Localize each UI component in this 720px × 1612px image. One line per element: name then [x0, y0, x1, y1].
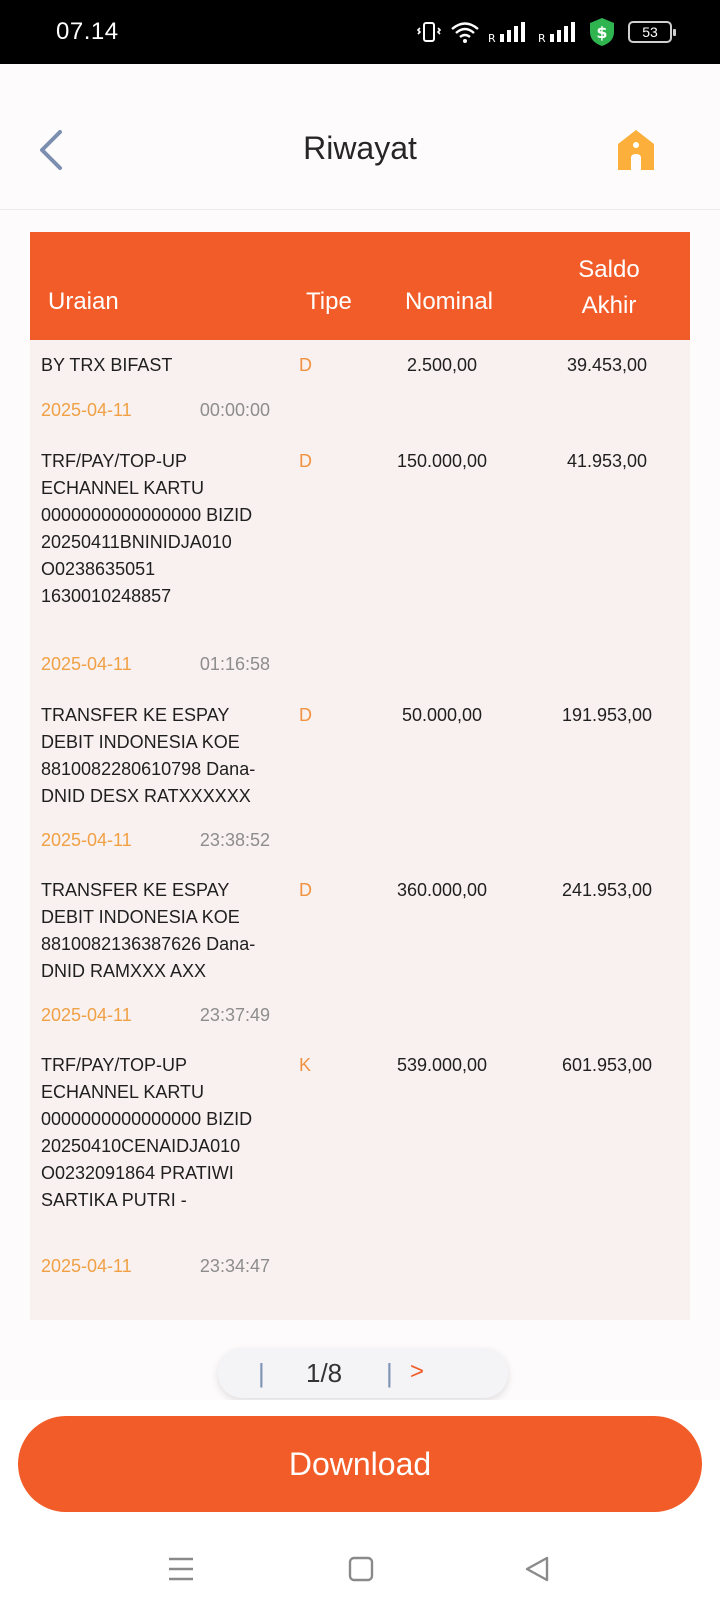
menu-icon	[166, 1554, 196, 1584]
row-saldo: 241.953,00	[561, 880, 653, 900]
column-header-nominal: Nominal	[404, 288, 494, 315]
table-row[interactable]	[30, 690, 690, 865]
triangle-back-icon	[522, 1554, 552, 1584]
home-nav-button[interactable]	[346, 1554, 376, 1589]
row-type: D	[299, 451, 312, 471]
table-row[interactable]	[30, 340, 690, 436]
row-description: TRANSFER KE ESPAY DEBIT INDONESIA KOE 8810082280610798 Dana-DNID DESX RATXXXXXX	[41, 705, 256, 806]
recent-apps-button[interactable]	[166, 1554, 196, 1589]
row-saldo: 39.453,00	[566, 355, 648, 375]
column-header-saldo-line1: Saldo	[578, 256, 640, 283]
row-description: BY TRX BIFAST	[41, 355, 173, 375]
row-date: 2025-04-11	[41, 654, 132, 674]
row-type: D	[299, 705, 312, 725]
back-nav-button[interactable]	[522, 1554, 552, 1589]
row-saldo: 41.953,00	[566, 451, 648, 471]
table-row[interactable]	[30, 865, 690, 1040]
row-saldo: 601.953,00	[561, 1055, 653, 1075]
row-saldo: 191.953,00	[561, 705, 653, 725]
row-description: TRF/PAY/TOP-UP ECHANNEL KARTU 0000000000000000 BIZID 20250410CENAIDJA010 O0232091864 PRATIWI SARTIKA PUTRI -	[41, 1055, 253, 1210]
row-time: 00:00:00	[199, 400, 270, 420]
row-nominal: 150.000,00	[396, 451, 488, 471]
column-header-uraian: Uraian	[48, 288, 119, 315]
column-header-tipe: Tipe	[306, 288, 352, 315]
row-nominal: 50.000,00	[401, 705, 483, 725]
square-icon	[346, 1554, 376, 1584]
table-row[interactable]	[30, 436, 690, 690]
pagination-prev-divider: |	[258, 1358, 265, 1388]
pagination	[218, 1348, 508, 1398]
row-date: 2025-04-11	[41, 1256, 132, 1276]
table-row[interactable]	[30, 1040, 690, 1294]
row-date: 2025-04-11	[41, 1005, 132, 1025]
wifi-icon	[450, 20, 480, 44]
home-icon	[616, 128, 656, 172]
row-description: TRANSFER KE ESPAY DEBIT INDONESIA KOE 8810082136387626 Dana-DNID RAMXXX AXX	[41, 880, 256, 981]
row-time: 23:34:47	[199, 1256, 270, 1276]
signal-icon-1	[488, 20, 530, 44]
battery-icon: 53	[628, 21, 672, 43]
row-nominal: 2.500,00	[406, 355, 478, 375]
row-date: 2025-04-11	[41, 400, 132, 420]
row-date: 2025-04-11	[41, 830, 132, 850]
signal-icon-2	[538, 20, 580, 44]
vibrate-icon	[416, 20, 442, 44]
security-shield-icon	[588, 17, 616, 47]
status-bar	[0, 0, 720, 64]
bottom-area	[0, 1400, 720, 1612]
row-type: K	[299, 1055, 312, 1075]
download-button[interactable]: Download	[18, 1416, 702, 1512]
page-indicator: 1/8	[306, 1358, 343, 1388]
svg-text:$: $	[596, 23, 608, 42]
row-nominal: 360.000,00	[396, 880, 488, 900]
row-nominal: 539.000,00	[396, 1055, 488, 1075]
row-time: 23:38:52	[199, 830, 270, 850]
row-time: 23:37:49	[199, 1005, 270, 1025]
row-time: 01:16:58	[199, 654, 270, 674]
table-header	[30, 232, 690, 340]
column-header-saldo-line2: Akhir	[581, 292, 637, 319]
column-header-saldo-akhir	[544, 252, 674, 324]
app-bar	[0, 64, 720, 210]
row-description: TRF/PAY/TOP-UP ECHANNEL KARTU 0000000000000000 BIZID 20250411BNINIDJA010 O0238635051 1630010248857	[41, 451, 253, 606]
row-type: D	[299, 355, 312, 375]
svg-text:R: R	[488, 32, 496, 44]
system-navigation-bar	[0, 1540, 720, 1612]
transaction-table	[30, 232, 690, 1320]
svg-text:R: R	[538, 32, 546, 44]
status-icons	[416, 17, 672, 47]
row-type: D	[299, 880, 312, 900]
home-button[interactable]	[616, 128, 656, 172]
next-page-button[interactable]: >	[410, 1358, 425, 1385]
pagination-next-divider: |	[386, 1358, 393, 1388]
page-title: Riwayat	[303, 130, 417, 166]
status-time: 07.14	[56, 18, 119, 45]
